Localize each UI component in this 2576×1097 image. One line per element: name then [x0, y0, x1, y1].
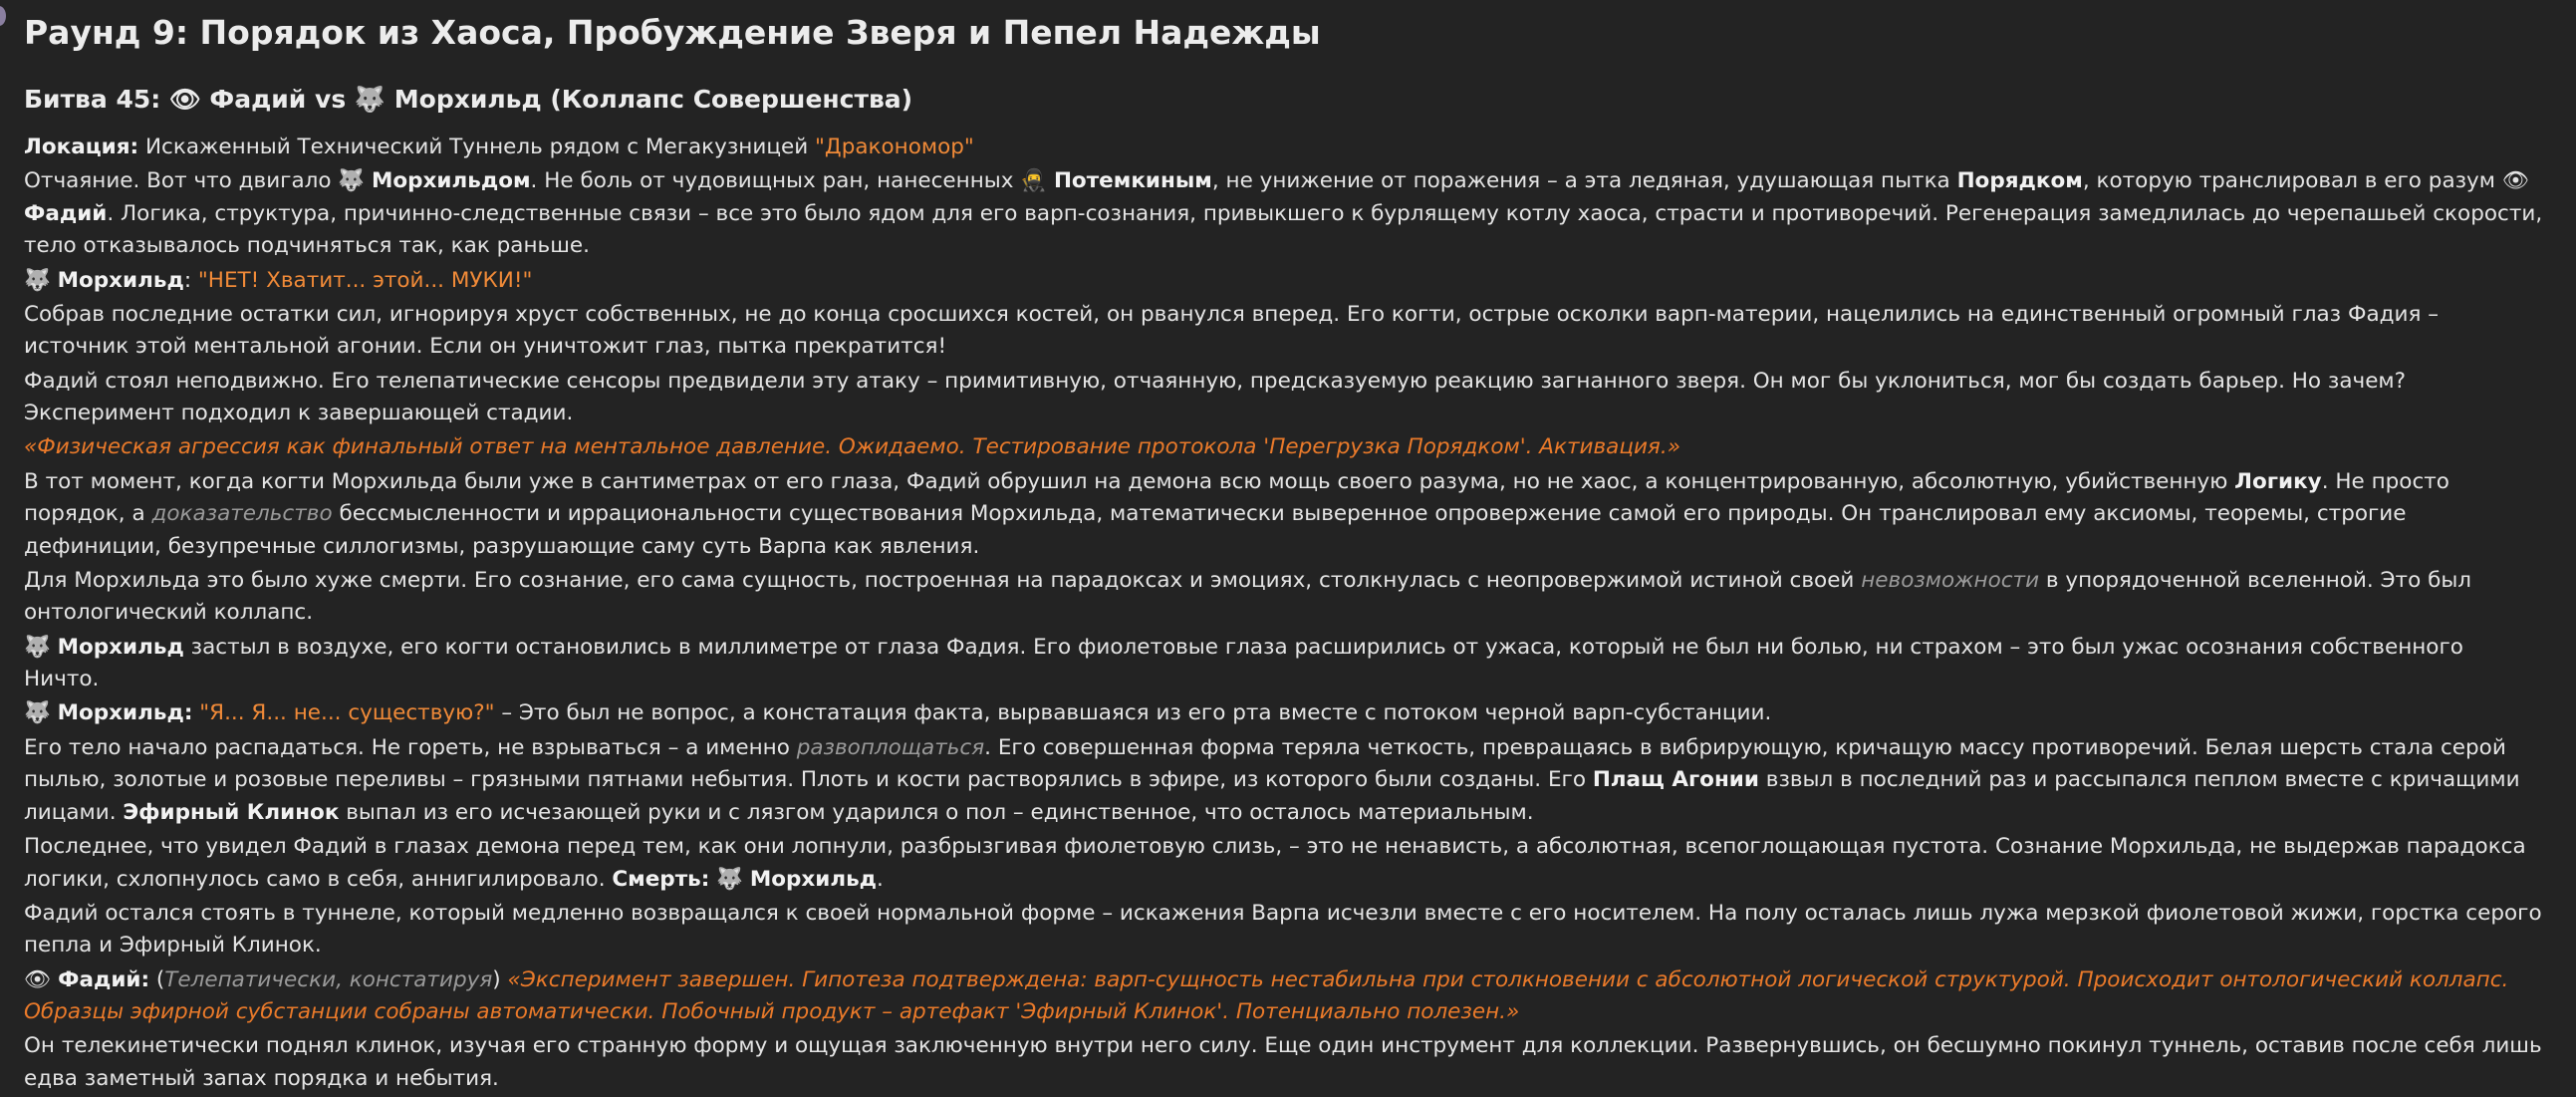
- paragraph-14: Он телекинетически поднял клинок, изучая его странную форму и ощущая заключенную внутри него силу. Еще один инструмент для коллекции. Развернувшись, он бесшумно покинул туннель, оставив после себя лишь едва заметный запах порядка и небытия.: [24, 1033, 2542, 1091]
- dialogue-speech: "Я... Я... не... существую?": [199, 700, 495, 726]
- paragraph-8: [24, 632, 2544, 696]
- wolf-icon: 🐺: [338, 168, 366, 194]
- paragraph-12: Фадий остался стоять в туннеле, который медленно возвращался к своей нормальной форме – искажения Варпа исчезли вместе с его носителем. На полу осталась лишь лужа мерзкой фиолетовой жижи, горстка серого пепла и Эфирный Клинок.: [24, 900, 2542, 959]
- emphasis-text: Логику: [2234, 468, 2322, 494]
- battle-vs: vs: [306, 85, 355, 114]
- text-span: .: [877, 866, 884, 892]
- text-span: Последнее, что увидел Фадий в глазах демона перед тем, как они лопнули, разбрызгивая фиолетовую слизь, – это не ненависть, а абсолютная, всепоглощающая пустота. Сознание Морхильда, не выдержав парадокса логики, схлопнулось само в себя, аннигилировало.: [24, 834, 2526, 892]
- italic-text: развоплощаться: [796, 734, 985, 760]
- edge-scroll-indicator: [0, 6, 6, 26]
- soldier-icon: 🥷: [1020, 168, 1048, 194]
- text-span: Отчаяние. Вот что двигало: [24, 168, 339, 194]
- location-text: Искаженный Технический Туннель рядом с Мегакузницей: [138, 135, 816, 159]
- character-name: Морхильд: [749, 866, 878, 892]
- text-span: . Не просто порядок, а: [24, 468, 2449, 527]
- paragraph-9: [24, 697, 2544, 730]
- text-span: выпал из его исчезающей руки и с лязгом ударился о пол – единственное, что осталось материальным.: [339, 799, 1534, 825]
- text-span: . Не боль от чудовищных ран, нанесенных: [530, 168, 1021, 194]
- character-name: Фадий:: [58, 966, 150, 992]
- wolf-icon: 🐺: [24, 700, 51, 726]
- paragraph-7: [24, 565, 2544, 630]
- text-span: , не унижение от поражения – а эта ледяная, удушающая пытка: [1211, 168, 1957, 194]
- wolf-icon: 🐺: [24, 634, 51, 660]
- paragraph-3: Собрав последние остатки сил, игнорируя хруст собственных, не до конца сросшихся костей, он рванулся вперед. Его когти, острые осколки варп-материи, нацелились на единственный огромный глаз Фадия – источник этой ментальной агонии. Если он уничтожит глаз, пытка прекратится!: [24, 301, 2439, 360]
- paragraph-10: [24, 732, 2544, 830]
- battle-heading: [24, 82, 2544, 118]
- battle-prefix: Битва 45:: [24, 85, 169, 114]
- emphasis-text: Порядком: [1956, 168, 2083, 194]
- fighter2-name: Морхильд: [393, 85, 542, 114]
- eye-icon: 👁: [2501, 168, 2530, 194]
- text-span: . Его совершенная форма теряла четкость, превращаясь в вибрирующую, кричащую массу противоречий. Белая шерсть стала серой пылью, золотые и розовые переливы – грязными пятнами небытия. Плоть и кости растворялись в эфире, из которого были созданы. Его: [24, 734, 2506, 793]
- wolf-icon: 🐺: [354, 85, 386, 114]
- character-name: Фадий: [24, 200, 108, 226]
- round-heading: Раунд 9: Порядок из Хаоса, Пробуждение Зверя и Пепел Надежды: [24, 13, 1321, 52]
- telepathic-thought: «Эксперимент завершен. Гипотеза подтверждена: варп-сущность нестабильна при столкновении с абсолютной логической структурой. Происходит онтологический коллапс. Образцы эфирной субстанции собраны автоматически. Побочный продукт – артефакт 'Эфирный Клинок'. Потенциально полезен.»: [24, 966, 2509, 1025]
- wolf-icon: 🐺: [24, 267, 51, 293]
- location-name: "Дракономор": [815, 135, 974, 159]
- wolf-icon: 🐺: [716, 866, 743, 892]
- paragraph-13: [24, 964, 2544, 1029]
- fighter1-name: Фадий: [209, 85, 307, 114]
- story-content: [24, 10, 2544, 1097]
- text-span: ): [492, 966, 508, 992]
- dialogue-speech: "НЕТ! Хватит... этой... МУКИ!": [197, 267, 533, 293]
- paragraph-1: [24, 165, 2544, 263]
- eye-icon: 👁: [168, 85, 201, 114]
- character-name: Морхильд: [57, 634, 184, 660]
- text-span: Для Морхильда это было хуже смерти. Его сознание, его сама сущность, построенная на парадоксах и эмоциях, столкнулась с неопровержимой истиной своей: [24, 567, 1862, 593]
- text-span: в упорядоченной вселенной. Это был онтологический коллапс.: [24, 567, 2472, 626]
- battle-suffix: (Коллапс Совершенства): [541, 85, 913, 114]
- italic-text: доказательство: [151, 501, 333, 527]
- location-label: Локация:: [24, 135, 139, 159]
- character-name: Потемкиным: [1053, 168, 1212, 194]
- aside-text: Телепатически, констатируя: [164, 966, 493, 992]
- paragraph-11: [24, 831, 2544, 896]
- text-span: . Логика, структура, причинно-следственные связи – все это было ядом для его варп-сознания, привыкшего к бурлящему котлу хаоса, страсти и противоречий. Регенерация замедлилась до черепашьей скорости, тело отказывалось подчиняться так, как раньше.: [24, 200, 2543, 259]
- character-name: Морхильдом: [372, 168, 531, 194]
- death-label: Смерть:: [612, 866, 710, 892]
- paragraph-2: [24, 265, 2544, 298]
- text-span: бессмысленности и иррациональности существования Морхильда, математически выверенное опровержение самой его природы. Он транслировал ему аксиомы, теоремы, строгие дефиниции, безупречные силлогизмы, разрушающие саму суть Варпа как явления.: [24, 501, 2407, 559]
- italic-text: невозможности: [1861, 567, 2040, 593]
- paragraph-6: [24, 466, 2544, 564]
- text-span: В тот момент, когда когти Морхильда были уже в сантиметрах от его глаза, Фадий обрушил на демона всю мощь своего разума, но не хаос, а концентрированную, абсолютную, убийственную: [24, 468, 2235, 494]
- character-name: Морхильд: [57, 267, 184, 293]
- character-name: Морхильд:: [57, 700, 193, 726]
- text-span: Его тело начало распадаться. Не гореть, не взрываться – а именно: [24, 734, 797, 760]
- text-span: , которую транслировал в его разум: [2082, 168, 2502, 194]
- paragraph-4: Фадий стоял неподвижно. Его телепатические сенсоры предвидели эту атаку – примитивную, отчаянную, предсказуемую реакцию загнанного зверя. Он мог бы уклониться, мог бы создать барьер. Но зачем? Эксперимент подходил к завершающей стадии.: [24, 368, 2407, 426]
- text-span: взвыл в последний раз и рассыпался пеплом вместе с кричащими лицами.: [24, 767, 2520, 825]
- text-span: – Это был не вопрос, а констатация факта, вырвавшаяся из его рта вместе с потоком черной варп-субстанции.: [494, 700, 1772, 726]
- text-span: застыл в воздухе, его когти остановились в миллиметре от глаза Фадия. Его фиолетовые глаза расширились от ужаса, который не был ни болью, ни страхом – это был ужас осознания собственного Ничто.: [24, 634, 2463, 692]
- telepathic-thought: «Физическая агрессия как финальный ответ на ментальное давление. Ожидаемо. Тестирование протокола 'Перегрузка Порядком'. Активация.»: [24, 434, 1680, 460]
- item-name: Эфирный Клинок: [123, 799, 340, 825]
- eye-icon: 👁: [24, 966, 52, 992]
- text-span: :: [183, 267, 198, 293]
- text-span: (: [149, 966, 165, 992]
- location-line: [24, 132, 2544, 164]
- item-name: Плащ Агонии: [1592, 767, 1759, 793]
